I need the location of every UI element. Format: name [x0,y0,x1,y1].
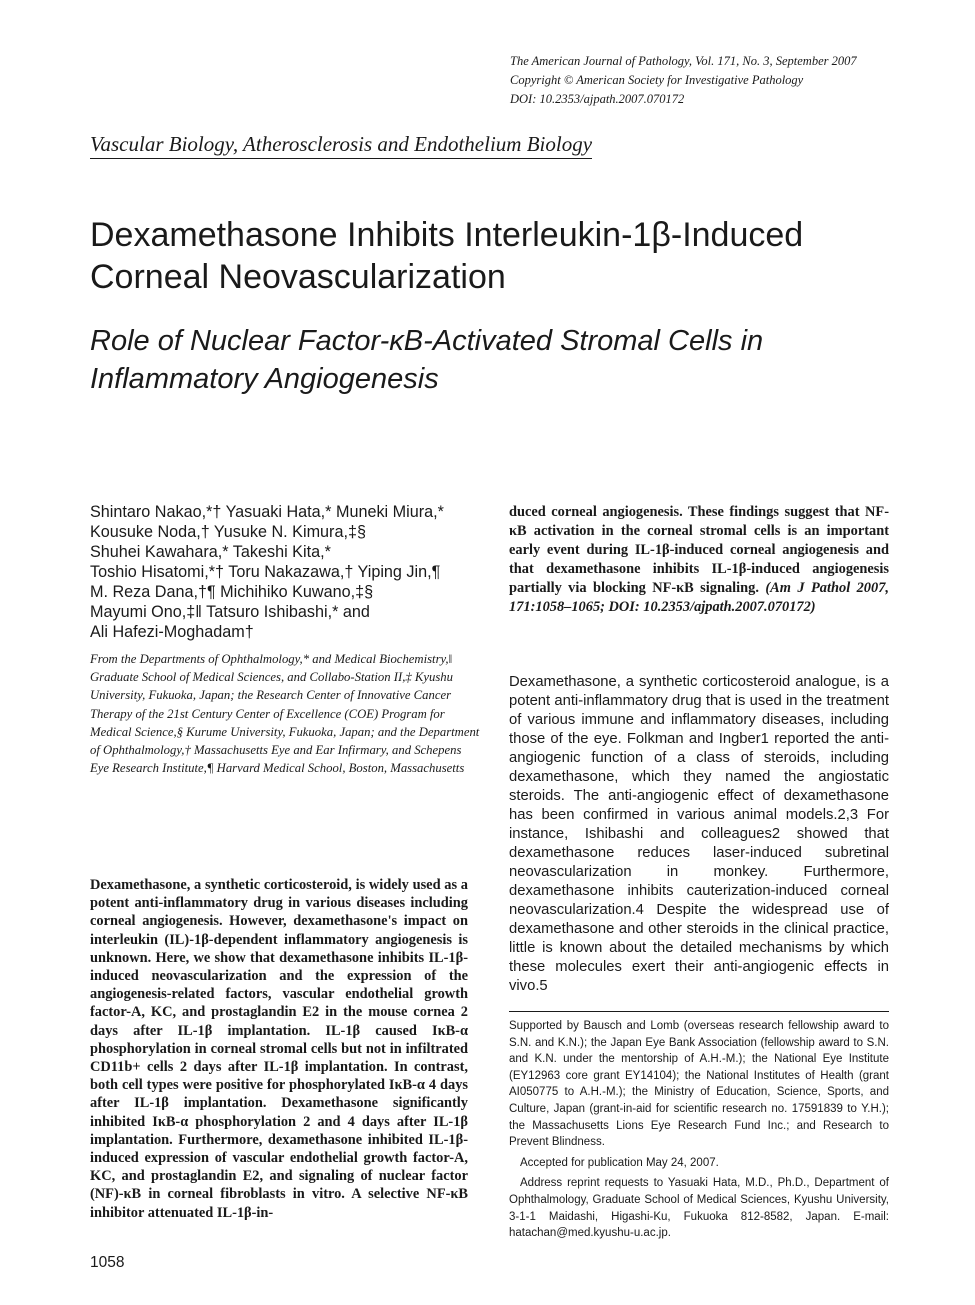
page-number: 1058 [90,1254,125,1271]
article-subtitle [90,322,850,398]
doi-line: DOI: 10.2353/ajpath.2007.070172 [510,92,685,106]
article-title [90,214,890,298]
abstract-citation: (Am J Pathol 2007, 171:1058–1065; DOI: 10.2353/ajpath.2007.070172) [509,580,889,615]
abstract-continuation: duced corneal angiogenesis. These findings suggest that NF-κB activation in the corneal stromal cells is an important early event during IL-1β-induced corneal angiogenesis and that dexamethasone inhibits IL-1β-induced angiogenesis partially via blocking NF-κB signaling. [509,504,889,596]
author-line: Mayumi Ono,‡‖ Tatsuro Ishibashi,* and [90,603,370,621]
funding-footnote: Supported by Bausch and Lomb (overseas research fellowship award to S.N. and K.N.); the Japan Eye Bank Association (fellowship award to S.N. and K.N. under the mentorship of A.H.-M.); the National Eye Institute (EY12963 core grant EY14104); the National Institutes of Health (grant AI050775 to A.H.-M.); the Ministry of Education, Science, Sports, and Culture, Japan (grant-in-aid for scientific research no. 17591839 to Y.H.); the Massachusetts Lions Eye Research Fund Inc.; and Research to Prevent Blindness. [509,1020,889,1149]
abstract-text-part-1: Dexamethasone, a synthetic corticosteroid, is widely used as a potent anti-inflammatory drug in various diseases including corneal angiogenesis. However, dexamethasone's impact on interleukin (IL)-1β-dependent inflammatory angiogenesis is unknown. Here, we show that dexamethasone inhibits IL-1β-induced neovascularization and the expression of the angiogenesis-related factors, vascular endothelial growth factor-A, KC, and prostaglandin E2 in the mouse cornea 2 days after IL-1β implantation. IL-1β caused IκB-α phosphorylation in corneal stromal cells but not in infiltrated CD11b+ cells 2 days after IL-1β implantation. In contrast, both cell types were positive for phosphorylated IκB-α 4 days after IL-1β implantation. Dexamethasone significantly inhibited IκB-α phosphorylation 2 and 4 days after IL-1β implantation. Furthermore, dexamethasone inhibited IL-1β-induced expression of vascular endothelial growth factor-A, KC, and prostaglandin E2, and signaling of nuclear factor (NF)-κB in corneal fibroblasts in vitro. A selective NF-κB inhibitor attenuated IL-1β-in- [90,877,468,1221]
footnote-divider [509,1011,889,1012]
author-line: M. Reza Dana,†¶ Michihiko Kuwano,‡§ [90,583,374,601]
abstract-left-column [90,876,468,1222]
title-line-1: Dexamethasone Inhibits Interleukin-1β-Induced [90,216,804,254]
subtitle-line-2: Inflammatory Angiogenesis [90,363,439,395]
footnotes [509,1018,889,1244]
author-list [90,502,480,642]
abstract-right-column [509,503,889,617]
journal-citation-line: The American Journal of Pathology, Vol. 171, No. 3, September 2007 [510,54,857,68]
subtitle-line-1: Role of Nuclear Factor-κB-Activated Stromal Cells in [90,325,764,357]
author-line: Ali Hafezi-Moghadam† [90,623,254,641]
section-heading: Vascular Biology, Atherosclerosis and Endothelium Biology [90,132,592,159]
introduction-paragraph: Dexamethasone, a synthetic corticosteroid analogue, is a potent anti-inflammatory drug that is used in the treatment of various immune and inflammatory diseases, including those of the eye. Folkman and Ingber1 reported the anti-angiogenic function of a class of steroids, including dexamethasone, which they named the angiostatic steroids. The anti-angiogenic effect of dexamethasone has been confirmed in various animal models.2,3 For instance, Ishibashi and colleagues2 showed that dexamethasone reduces laser-induced subretinal neovascularization in monkey. Furthermore, dexamethasone inhibits cauterization-induced corneal neovascularization.4 Despite the widespread use of dexamethasone and other steroids in the clinical practice, little is known about the detailed mechanisms by which these molecules exert their anti-angiogenic effects in vivo.5 [509,674,889,994]
abstract-text-part-2 [509,503,889,617]
title-line-2: Corneal Neovascularization [90,258,506,296]
copyright-line: Copyright © American Society for Investigative Pathology [510,73,804,87]
correspondence-address: Address reprint requests to Yasuaki Hata, M.D., Ph.D., Department of Ophthalmology, Graduate School of Medical Sciences, Kyushu University, 3-1-1 Maidashi, Higashi-Ku, Fukuoka 812-8582, Japan. E-mail: hatachan@med.kyushu-u.ac.jp. [509,1177,889,1240]
author-line: Shintaro Nakao,*† Yasuaki Hata,* Muneki Miura,* [90,503,444,521]
author-line: Toshio Hisatomi,*† Toru Nakazawa,† Yiping Jin,¶ [90,563,441,581]
affiliations: From the Departments of Ophthalmology,* and Medical Biochemistry,‖ Graduate School of Medical Sciences, and Collabo-Station II,‡ Kyushu University, Fukuoka, Japan; the Research Center of Innovative Cancer Therapy of the 21st Century Center of Excellence (COE) Program for Medical Science,§ Kurume University, Fukuoka, Japan; and the Department of Ophthalmology,† Massachusetts Eye and Ear Infirmary, and Schepens Eye Research Institute,¶ Harvard Medical School, Boston, Massachusetts [90,652,480,776]
author-line: Shuhei Kawahara,* Takeshi Kita,* [90,543,331,561]
accepted-date: Accepted for publication May 24, 2007. [520,1156,719,1169]
author-line: Kousuke Noda,† Yusuke N. Kimura,‡§ [90,523,366,541]
journal-header [510,52,930,109]
